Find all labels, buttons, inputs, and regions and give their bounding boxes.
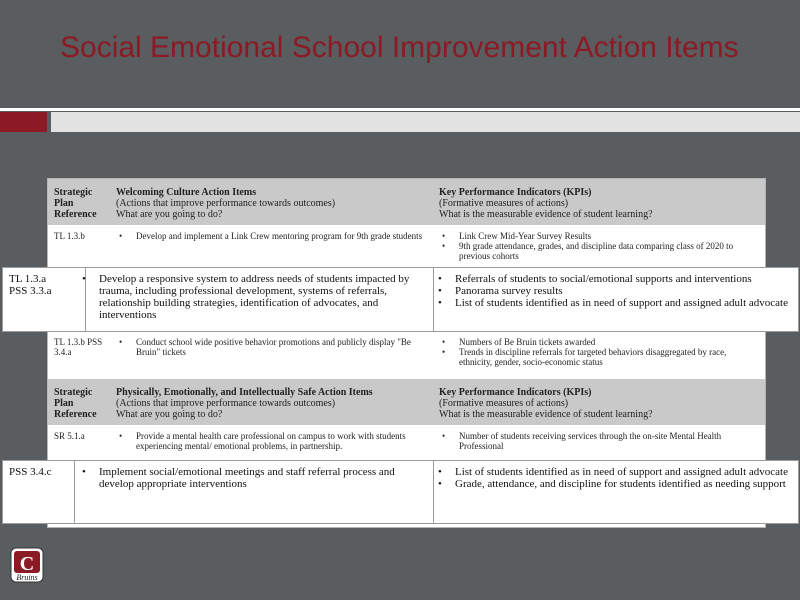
enlarged-row-referral: [2, 460, 799, 524]
logo-letter: C: [19, 553, 35, 575]
table-row: [48, 231, 765, 265]
row-reference: TL 1.3.a PSS 3.3.a: [9, 273, 52, 297]
bruins-logo: [10, 547, 44, 583]
row-kpis: • Number of students receiving services through the on-site Mental Health Professional: [439, 431, 761, 451]
row-kpis: • List of students identified as in need of support and assigned adult advocate • Grade, attendance, and discipline for students identified as needing support: [435, 466, 793, 490]
header-col-actions: Welcoming Culture Action Items (Actions that improve performance towards outcomes) What are you going to do?: [116, 187, 336, 220]
row-kpis: • Link Crew Mid-Year Survey Results • 9th grade attendance, grades, and discipline data comparing class of 2020 to previous cohorts: [439, 231, 761, 261]
row-kpis: • Numbers of Be Bruin tickets awarded • Trends in discipline referrals for targeted behaviors disaggregated by race, ethnicity, gender, socio-economic status: [439, 337, 761, 367]
header-bar: [51, 112, 800, 132]
slide-title: Social Emotional School Improvement Action Items: [60, 31, 739, 64]
header-col-reference: Strategic Plan Reference: [54, 187, 97, 220]
header-col-reference: Strategic Plan Reference: [54, 387, 97, 420]
header-col-kpis: Key Performance Indicators (KPIs) (Formative measures of actions) What is the measurable evidence of student learning?: [439, 187, 653, 220]
header-col-actions: Physically, Emotionally, and Intellectually Safe Action Items (Actions that improve performance towards outcomes) What are you going to do?: [116, 387, 373, 420]
row-action: • Develop a responsive system to address needs of students impacted by trauma, including professional development, systems of referrals, relationship building strategies, identification of advocates, and interventions: [79, 273, 427, 321]
title-divider: [0, 108, 800, 111]
enlarged-row-trauma: [2, 267, 799, 332]
row-reference: TL 1.3.b: [54, 231, 85, 241]
row-action: • Implement social/emotional meetings and staff referral process and develop appropriate interventions: [79, 466, 429, 490]
row-reference: TL 1.3.b PSS 3.4.a: [54, 337, 103, 357]
table-header-welcoming: [48, 179, 765, 225]
accent-bar: [0, 112, 47, 132]
row-action: • Develop and implement a Link Crew mentoring program for 9th grade students: [116, 231, 434, 241]
table-header-safe: [48, 379, 765, 425]
row-reference: SR 5.1.a: [54, 431, 85, 441]
header-col-kpis: Key Performance Indicators (KPIs) (Formative measures of actions) What is the measurable evidence of student learning?: [439, 387, 653, 420]
column-divider: [433, 461, 434, 523]
table-row: [48, 337, 765, 371]
row-action: • Provide a mental health care professional on campus to work with students experiencing mental/ emotional problems, in partnership.: [116, 431, 434, 451]
table-row: [48, 431, 765, 461]
logo-word: Bruins: [16, 573, 38, 582]
row-action: • Conduct school wide positive behavior promotions and publicly display "Be Bruin" tickets: [116, 337, 434, 357]
column-divider: [433, 268, 434, 331]
row-reference: PSS 3.4.c: [9, 466, 52, 478]
column-divider: [74, 461, 75, 523]
row-kpis: • Referrals of students to social/emotional supports and interventions • Panorama survey results • List of students identified as in need of support and assigned adult advocate: [435, 273, 793, 309]
